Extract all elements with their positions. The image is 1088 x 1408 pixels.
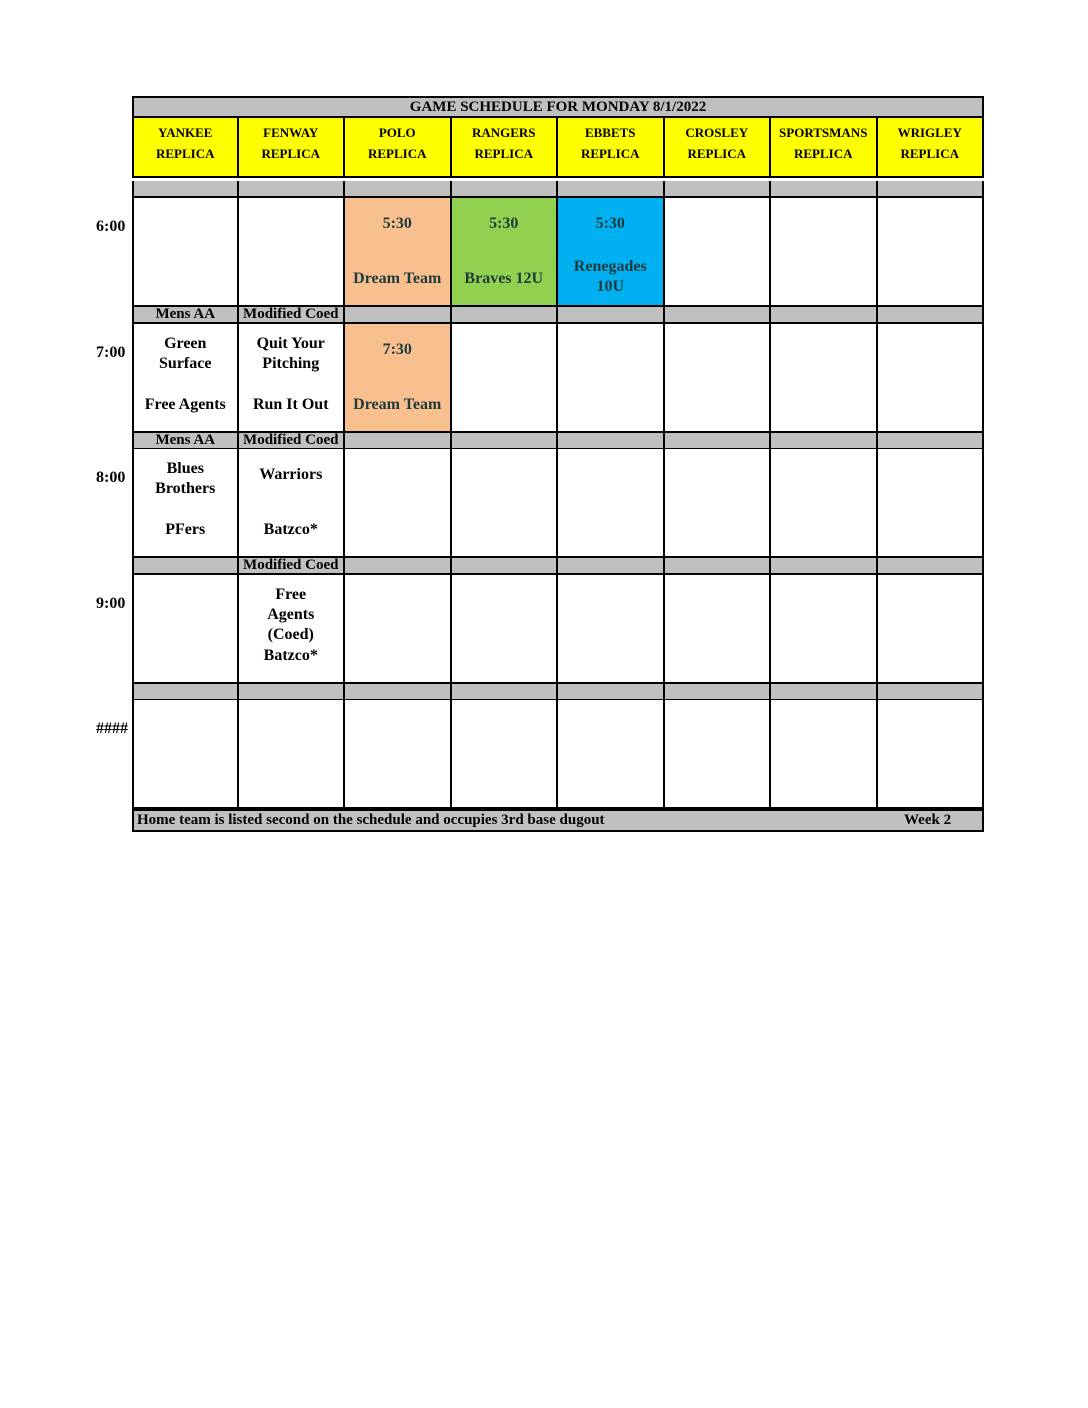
game-cell bbox=[452, 324, 559, 433]
home-team: Dream Team bbox=[353, 270, 442, 287]
league-label bbox=[452, 307, 559, 324]
game-cell bbox=[878, 324, 985, 433]
field-header bbox=[558, 118, 665, 178]
league-label bbox=[452, 181, 559, 198]
league-label: Mens AA bbox=[132, 307, 239, 324]
field-header bbox=[239, 118, 346, 178]
field-subtitle: REPLICA bbox=[155, 146, 215, 161]
separator-row bbox=[132, 433, 984, 450]
game-cell bbox=[665, 198, 772, 307]
game-cell bbox=[771, 575, 878, 684]
game-cell bbox=[132, 324, 239, 433]
separator-row bbox=[132, 684, 984, 701]
field-header bbox=[878, 118, 985, 178]
field-header bbox=[132, 118, 239, 178]
game-cell bbox=[878, 575, 985, 684]
game-cell bbox=[132, 449, 239, 558]
league-label bbox=[665, 684, 772, 701]
game-cell bbox=[452, 575, 559, 684]
field-subtitle: REPLICA bbox=[793, 146, 853, 161]
league-label bbox=[771, 558, 878, 575]
field-subtitle: REPLICA bbox=[474, 146, 533, 161]
league-label bbox=[558, 307, 665, 324]
league-label bbox=[239, 181, 346, 198]
league-label bbox=[665, 181, 772, 198]
game-cell bbox=[665, 700, 772, 809]
home-team: Braves 12U bbox=[464, 270, 544, 287]
league-label bbox=[878, 307, 985, 324]
league-label bbox=[452, 558, 559, 575]
game-cell bbox=[452, 700, 559, 809]
league-label bbox=[345, 558, 452, 575]
away-team: Green Surface bbox=[159, 335, 212, 372]
game-cell bbox=[132, 198, 239, 307]
league-label: Modified Coed bbox=[239, 433, 346, 450]
game-cell bbox=[239, 198, 346, 307]
time-label: 7:00 bbox=[96, 344, 126, 361]
footer-note: Home team is listed second on the schedule and occupies 3rd base dugout bbox=[137, 812, 605, 828]
game-cell bbox=[878, 449, 985, 558]
league-label bbox=[771, 181, 878, 198]
schedule-title: GAME SCHEDULE FOR MONDAY 8/1/2022 bbox=[132, 96, 984, 118]
league-label bbox=[345, 684, 452, 701]
time-label: #### bbox=[96, 720, 128, 737]
field-subtitle: REPLICA bbox=[580, 146, 640, 161]
game-cell bbox=[771, 198, 878, 307]
field-name: POLO bbox=[378, 125, 416, 140]
game-cell bbox=[771, 324, 878, 433]
game-cell bbox=[132, 700, 239, 809]
league-label bbox=[771, 433, 878, 450]
game-cell bbox=[239, 324, 346, 433]
field-subtitle: REPLICA bbox=[900, 146, 959, 161]
league-label bbox=[878, 558, 985, 575]
league-label bbox=[132, 684, 239, 701]
game-cell bbox=[771, 700, 878, 809]
field-name: YANKEE bbox=[158, 125, 213, 140]
league-label bbox=[558, 433, 665, 450]
field-subtitle: REPLICA bbox=[261, 146, 320, 161]
league-label bbox=[345, 433, 452, 450]
league-label bbox=[132, 181, 239, 198]
field-name: EBBETS bbox=[584, 125, 636, 140]
league-label bbox=[452, 433, 559, 450]
time-slot-row bbox=[132, 324, 984, 433]
time-slot-row bbox=[132, 449, 984, 558]
time-slot-row bbox=[132, 198, 984, 307]
field-subtitle: REPLICA bbox=[687, 146, 746, 161]
away-team: Quit Your Pitching bbox=[256, 335, 325, 372]
field-header-row bbox=[132, 118, 984, 178]
away-team: 7:30 bbox=[382, 341, 412, 358]
time-slot-row bbox=[132, 575, 984, 684]
league-label bbox=[771, 684, 878, 701]
league-label: Modified Coed bbox=[239, 558, 346, 575]
schedule-sheet bbox=[132, 96, 984, 832]
field-header bbox=[345, 118, 452, 178]
game-cell bbox=[239, 700, 346, 809]
game-cell bbox=[345, 700, 452, 809]
game-cell bbox=[558, 575, 665, 684]
field-header bbox=[771, 118, 878, 178]
game-cell bbox=[558, 449, 665, 558]
field-name: WRIGLEY bbox=[897, 125, 962, 140]
game-cell bbox=[452, 198, 559, 307]
league-label bbox=[665, 433, 772, 450]
away-team: Blues Brothers bbox=[155, 460, 216, 497]
game-cell bbox=[771, 449, 878, 558]
game-cell bbox=[345, 449, 452, 558]
separator-row bbox=[132, 307, 984, 324]
separator-row bbox=[132, 558, 984, 575]
game-cell bbox=[558, 700, 665, 809]
league-label bbox=[452, 684, 559, 701]
game-cell bbox=[665, 449, 772, 558]
field-subtitle: REPLICA bbox=[367, 146, 427, 161]
league-label: Mens AA bbox=[132, 433, 239, 450]
league-label bbox=[665, 307, 772, 324]
away-team: 5:30 bbox=[595, 215, 625, 232]
home-team: Batzco* bbox=[263, 647, 318, 664]
game-cell bbox=[345, 198, 452, 307]
away-team: Free Agents (Coed) bbox=[267, 586, 315, 643]
game-cell bbox=[345, 324, 452, 433]
game-cell bbox=[665, 324, 772, 433]
time-label: 8:00 bbox=[96, 469, 126, 486]
league-label bbox=[345, 307, 452, 324]
game-cell bbox=[132, 575, 239, 684]
away-team: Warriors bbox=[259, 466, 323, 483]
field-name: SPORTSMANS bbox=[779, 125, 868, 140]
schedule-footer bbox=[132, 809, 984, 832]
game-cell bbox=[878, 198, 985, 307]
league-label bbox=[878, 684, 985, 701]
league-label bbox=[665, 558, 772, 575]
home-team: Batzco* bbox=[263, 521, 318, 538]
home-team: PFers bbox=[165, 521, 206, 538]
game-cell bbox=[558, 198, 665, 307]
field-name: RANGERS bbox=[471, 125, 536, 140]
league-label bbox=[239, 684, 346, 701]
time-label: 9:00 bbox=[96, 595, 126, 612]
field-header bbox=[665, 118, 772, 178]
league-label bbox=[771, 307, 878, 324]
game-cell bbox=[878, 700, 985, 809]
time-slot-row bbox=[132, 700, 984, 809]
game-cell bbox=[558, 324, 665, 433]
time-label: 6:00 bbox=[96, 218, 126, 235]
field-header bbox=[452, 118, 559, 178]
league-label bbox=[878, 433, 985, 450]
home-team: Free Agents bbox=[144, 396, 226, 413]
game-cell bbox=[239, 575, 346, 684]
league-label bbox=[558, 558, 665, 575]
league-label bbox=[558, 181, 665, 198]
week-label: Week 2 bbox=[904, 812, 952, 828]
league-label: Modified Coed bbox=[239, 307, 346, 324]
league-label bbox=[132, 558, 239, 575]
field-name: CROSLEY bbox=[685, 125, 749, 140]
game-cell bbox=[239, 449, 346, 558]
league-label bbox=[878, 181, 985, 198]
home-team: Dream Team bbox=[353, 396, 442, 413]
separator-row bbox=[132, 181, 984, 198]
away-team: 5:30 bbox=[489, 215, 519, 232]
home-team: Run It Out bbox=[252, 396, 329, 413]
game-cell bbox=[452, 449, 559, 558]
league-label bbox=[345, 181, 452, 198]
league-label bbox=[558, 684, 665, 701]
field-name: FENWAY bbox=[263, 125, 319, 140]
game-cell bbox=[345, 575, 452, 684]
away-team: 5:30 bbox=[382, 215, 412, 232]
game-cell bbox=[665, 575, 772, 684]
home-team: Renegades 10U bbox=[573, 258, 647, 295]
